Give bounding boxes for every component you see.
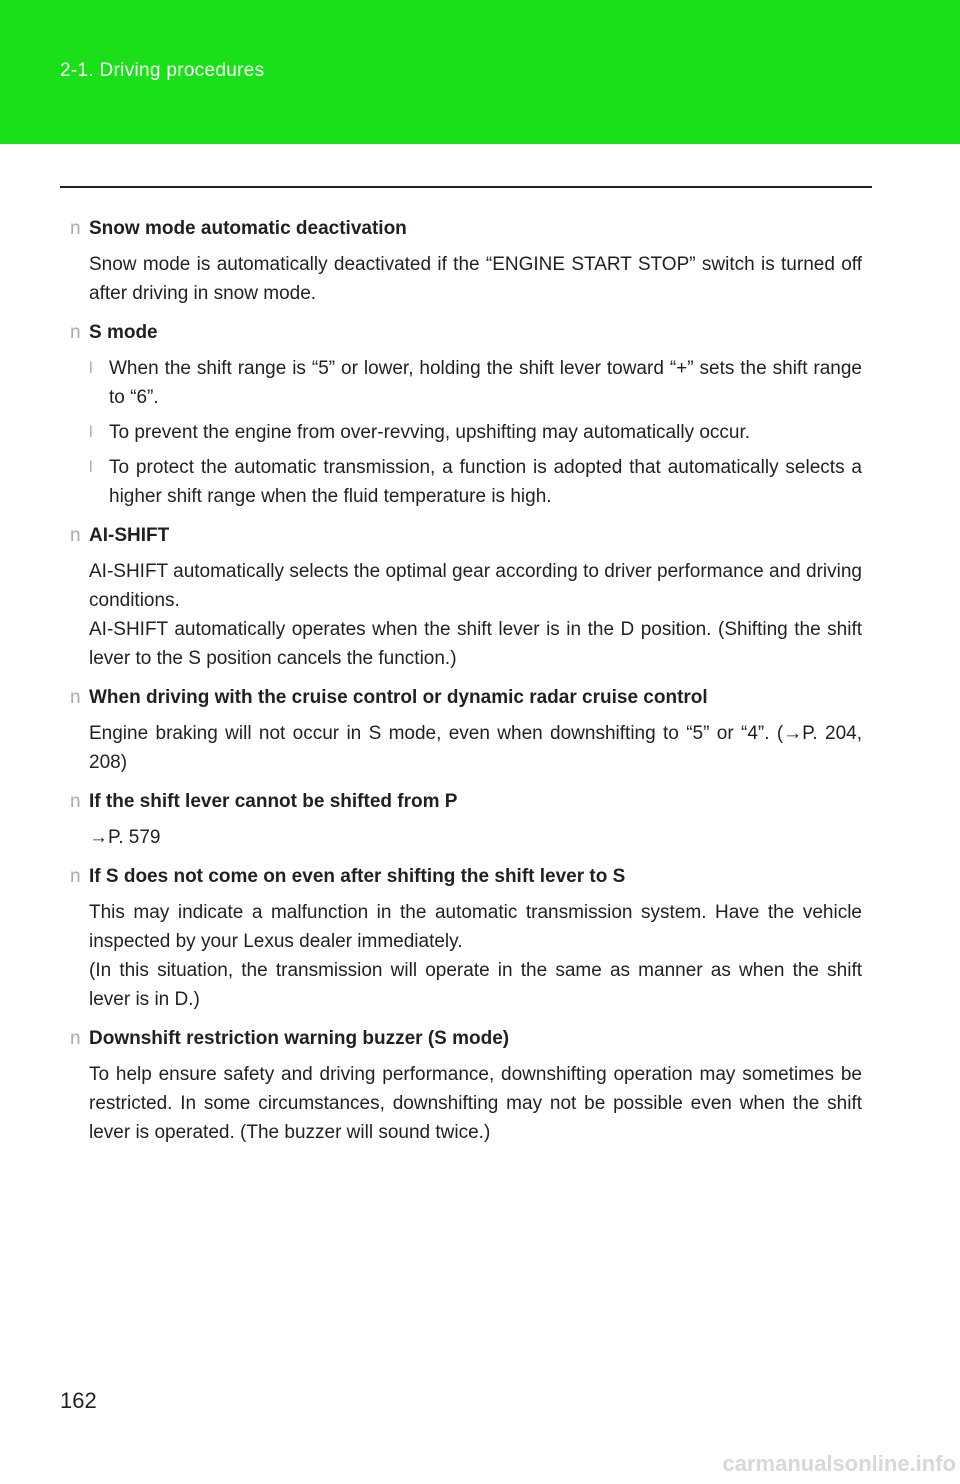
section <box>70 683 862 777</box>
paragraph: This may indicate a malfunction in the automatic transmission system. Have the vehicle inspected by your Lexus dealer immediately. <box>89 902 862 952</box>
section-heading-text: If the shift lever cannot be shifted from P <box>89 791 458 812</box>
section-heading <box>70 683 862 713</box>
bullet-text: When the shift range is “5” or lower, holding the shift lever toward “+” sets the shift range to “6”. <box>109 358 862 408</box>
section-marker-icon: n <box>70 525 81 546</box>
bullet-marker-icon: l <box>89 424 93 441</box>
page-number: 162 <box>60 1388 97 1413</box>
header-band <box>0 0 960 144</box>
bullet-text: To protect the automatic transmission, a function is adopted that automatically selects a higher shift range when the fluid temperature is high. <box>109 457 862 507</box>
section <box>70 1024 862 1147</box>
body-content <box>70 214 862 1157</box>
bullet-marker-icon: l <box>89 459 93 476</box>
bullet-item <box>70 354 862 412</box>
paragraph: To help ensure safety and driving performance, downshifting operation may sometimes be restricted. In some circumstances, downshifting may not be possible even when the shift lever is operated. (The buzzer will sound twice.) <box>89 1064 862 1143</box>
watermark: carmanualsonline.info <box>722 1451 956 1476</box>
section-heading-text: When driving with the cruise control or dynamic radar cruise control <box>89 687 708 708</box>
section-heading-text: If S does not come on even after shifting the shift lever to S <box>89 866 626 887</box>
section-heading-text: Downshift restriction warning buzzer (S mode) <box>89 1028 510 1049</box>
section <box>70 214 862 308</box>
paragraph: (In this situation, the transmission will operate in the same as manner as when the shift lever is in D.) <box>89 960 862 1010</box>
section-marker-icon: n <box>70 1028 81 1049</box>
section-heading-text: AI-SHIFT <box>89 525 170 546</box>
paragraph: AI-SHIFT automatically operates when the shift lever is in the D position. (Shifting the shift lever to the S position cancels the function.) <box>89 619 862 669</box>
bullet-marker-icon: l <box>89 360 93 377</box>
section <box>70 318 862 511</box>
section <box>70 862 862 1014</box>
section-marker-icon: n <box>70 322 81 343</box>
section-heading <box>70 214 862 244</box>
section-title: 2-1. Driving procedures <box>60 60 265 81</box>
section-marker-icon: n <box>70 218 81 239</box>
section-heading <box>70 521 862 551</box>
section-heading <box>70 1024 862 1054</box>
paragraph: Snow mode is automatically deactivated if the “ENGINE START STOP” switch is turned off after driving in snow mode. <box>89 254 862 304</box>
section <box>70 521 862 673</box>
section-heading <box>70 862 862 892</box>
paragraph: Engine braking will not occur in S mode, even when downshifting to “5” or “4”. (→P. 204, 208) <box>89 723 862 773</box>
section-heading-text: Snow mode automatic deactivation <box>89 218 407 239</box>
paragraph: →P. 579 <box>89 827 161 848</box>
divider-rule <box>60 186 872 188</box>
paragraph: AI-SHIFT automatically selects the optimal gear according to driver performance and driving conditions. <box>89 561 862 611</box>
section <box>70 787 862 852</box>
section-marker-icon: n <box>70 866 81 887</box>
section-heading <box>70 787 862 817</box>
bullet-text: To prevent the engine from over-revving, upshifting may automatically occur. <box>109 422 751 443</box>
section-marker-icon: n <box>70 791 81 812</box>
bullet-item <box>70 418 862 447</box>
section-heading <box>70 318 862 348</box>
section-heading-text: S mode <box>89 322 158 343</box>
bullet-item <box>70 453 862 511</box>
section-marker-icon: n <box>70 687 81 708</box>
